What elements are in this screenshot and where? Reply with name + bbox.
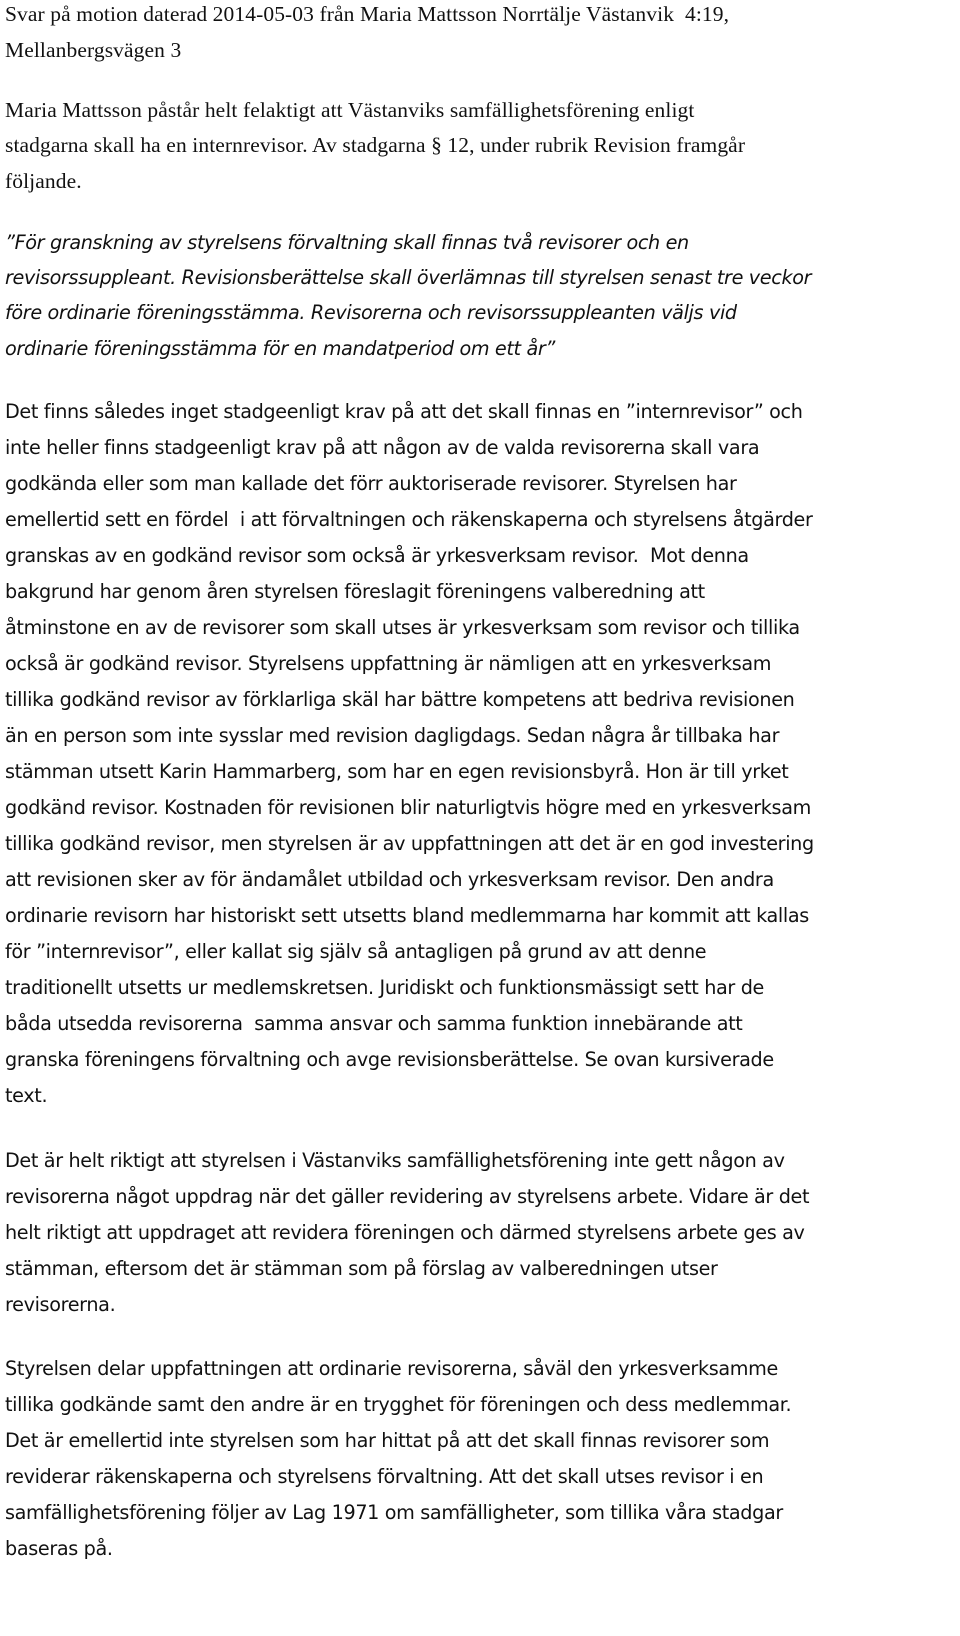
body-line: tillika godkänd revisor av förklarliga skäl har bättre kompetens att bedriva revisionen xyxy=(5,688,795,711)
body-line: tillika godkänd revisor, men styrelsen är av uppfattningen att det är en god investering xyxy=(5,832,814,855)
body-line: båda utsedda revisorerna samma ansvar och samma funktion innebärande att xyxy=(5,1012,743,1035)
quote-line: revisorssuppleant. Revisionsberättelse skall överlämnas till styrelsen senast tre veckor xyxy=(5,266,812,289)
quote-line: ordinarie föreningsstämma för en mandatperiod om ett år” xyxy=(5,337,556,360)
heading-line: Mellanbergsvägen 3 xyxy=(5,38,182,62)
body-line: revisorerna något uppdrag när det gäller revidering av styrelsens arbete. Vidare är det xyxy=(5,1185,810,1208)
body-line: granska föreningens förvaltning och avge revisionsberättelse. Se ovan kursiverade xyxy=(5,1048,774,1071)
intro-line: följande. xyxy=(5,169,82,193)
body-line: tillika godkände samt den andre är en trygghet för föreningen och dess medlemmar. xyxy=(5,1393,792,1416)
body-line: ordinarie revisorn har historiskt sett utsetts bland medlemmarna har kommit att kallas xyxy=(5,904,809,927)
body-line: än en person som inte sysslar med revision dagligdags. Sedan några år tillbaka har xyxy=(5,724,780,747)
body-line: Styrelsen delar uppfattningen att ordinarie revisorerna, såväl den yrkesverksamme xyxy=(5,1357,778,1380)
body-line: att revisionen sker av för ändamålet utbildad och yrkesverksam revisor. Den andra xyxy=(5,868,774,891)
body-line: Det finns således inget stadgeenligt krav på att det skall finnas en ”internrevisor” och xyxy=(5,400,803,423)
quote-line: ”För granskning av styrelsens förvaltning skall finnas två revisorer och en xyxy=(5,231,689,254)
body-line: baseras på. xyxy=(5,1537,113,1560)
body-line: också är godkänd revisor. Styrelsens uppfattning är nämligen att en yrkesverksam xyxy=(5,652,772,675)
body-line: åtminstone en av de revisorer som skall utses är yrkesverksam som revisor och tillika xyxy=(5,616,800,639)
body-line: reviderar räkenskaperna och styrelsens förvaltning. Att det skall utses revisor i en xyxy=(5,1465,764,1488)
body-line: samfällighetsförening följer av Lag 1971 om samfälligheter, som tillika våra stadgar xyxy=(5,1501,783,1524)
quote-line: före ordinarie föreningsstämma. Revisorerna och revisorssuppleanten väljs vid xyxy=(5,301,737,324)
body-line: godkända eller som man kallade det förr auktoriserade revisorer. Styrelsen har xyxy=(5,472,737,495)
body-line: stämman utsett Karin Hammarberg, som har en egen revisionsbyrå. Hon är till yrket xyxy=(5,760,789,783)
body-line: traditionellt utsetts ur medlemskretsen. Juridiskt och funktionsmässigt sett har de xyxy=(5,976,764,999)
heading-line: Svar på motion daterad 2014-05-03 från Maria Mattsson Norrtälje Västanvik 4:19, xyxy=(5,2,730,26)
body-line: helt riktigt att uppdraget att revidera föreningen och därmed styrelsens arbete ges av xyxy=(5,1221,805,1244)
body-line: granskas av en godkänd revisor som också är yrkesverksam revisor. Mot denna xyxy=(5,544,749,567)
body-line: bakgrund har genom åren styrelsen föreslagit föreningens valberedning att xyxy=(5,580,705,603)
body-line: Det är helt riktigt att styrelsen i Västanviks samfällighetsförening inte gett någon av xyxy=(5,1149,785,1172)
body-line: godkänd revisor. Kostnaden för revisionen blir naturligtvis högre med en yrkesverksam xyxy=(5,796,811,819)
intro-line: Maria Mattsson påstår helt felaktigt att Västanviks samfällighetsförening enligt xyxy=(5,98,695,122)
body-line: emellertid sett en fördel i att förvaltningen och räkenskaperna och styrelsens åtgärder xyxy=(5,508,813,531)
body-line: inte heller finns stadgeenligt krav på att någon av de valda revisorerna skall vara xyxy=(5,436,760,459)
body-line: för ”internrevisor”, eller kallat sig själv så antagligen på grund av att denne xyxy=(5,940,707,963)
body-line: text. xyxy=(5,1084,48,1107)
body-line: revisorerna. xyxy=(5,1293,116,1316)
body-line: Det är emellertid inte styrelsen som har hittat på att det skall finnas revisorer som xyxy=(5,1429,770,1452)
body-line: stämman, eftersom det är stämman som på förslag av valberedningen utser xyxy=(5,1257,718,1280)
intro-line: stadgarna skall ha en internrevisor. Av stadgarna § 12, under rubrik Revision framgår xyxy=(5,133,746,157)
